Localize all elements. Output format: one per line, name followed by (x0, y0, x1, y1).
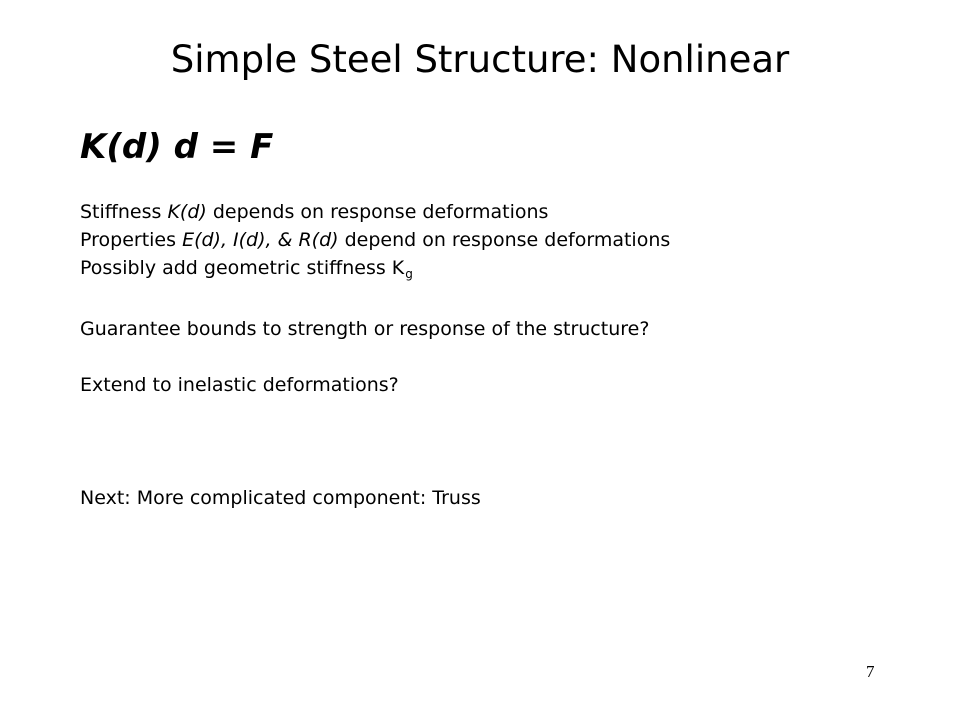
geometric-stiffness-line (80, 254, 413, 284)
extend-line: Extend to inelastic deformations? (80, 374, 399, 396)
stiffness-prefix: Stiffness (80, 201, 168, 223)
properties-line (80, 226, 670, 254)
slide-title: Simple Steel Structure: Nonlinear (170, 38, 790, 81)
geometric-subscript: g (405, 267, 413, 281)
guarantee-line: Guarantee bounds to strength or response of the structure? (80, 318, 650, 340)
properties-suffix: depend on response deformations (338, 229, 671, 251)
geometric-text: Possibly add geometric stiffness K (80, 257, 405, 279)
next-line: Next: More complicated component: Truss (80, 487, 481, 509)
page-number: 7 (866, 662, 875, 681)
properties-italic: E(d), I(d), & R(d) (182, 229, 339, 251)
stiffness-suffix: depends on response deformations (206, 201, 549, 223)
stiffness-line (80, 198, 548, 226)
properties-prefix: Properties (80, 229, 183, 251)
stiffness-italic: K(d) (167, 201, 207, 223)
equation: K(d) d = F (80, 127, 274, 167)
